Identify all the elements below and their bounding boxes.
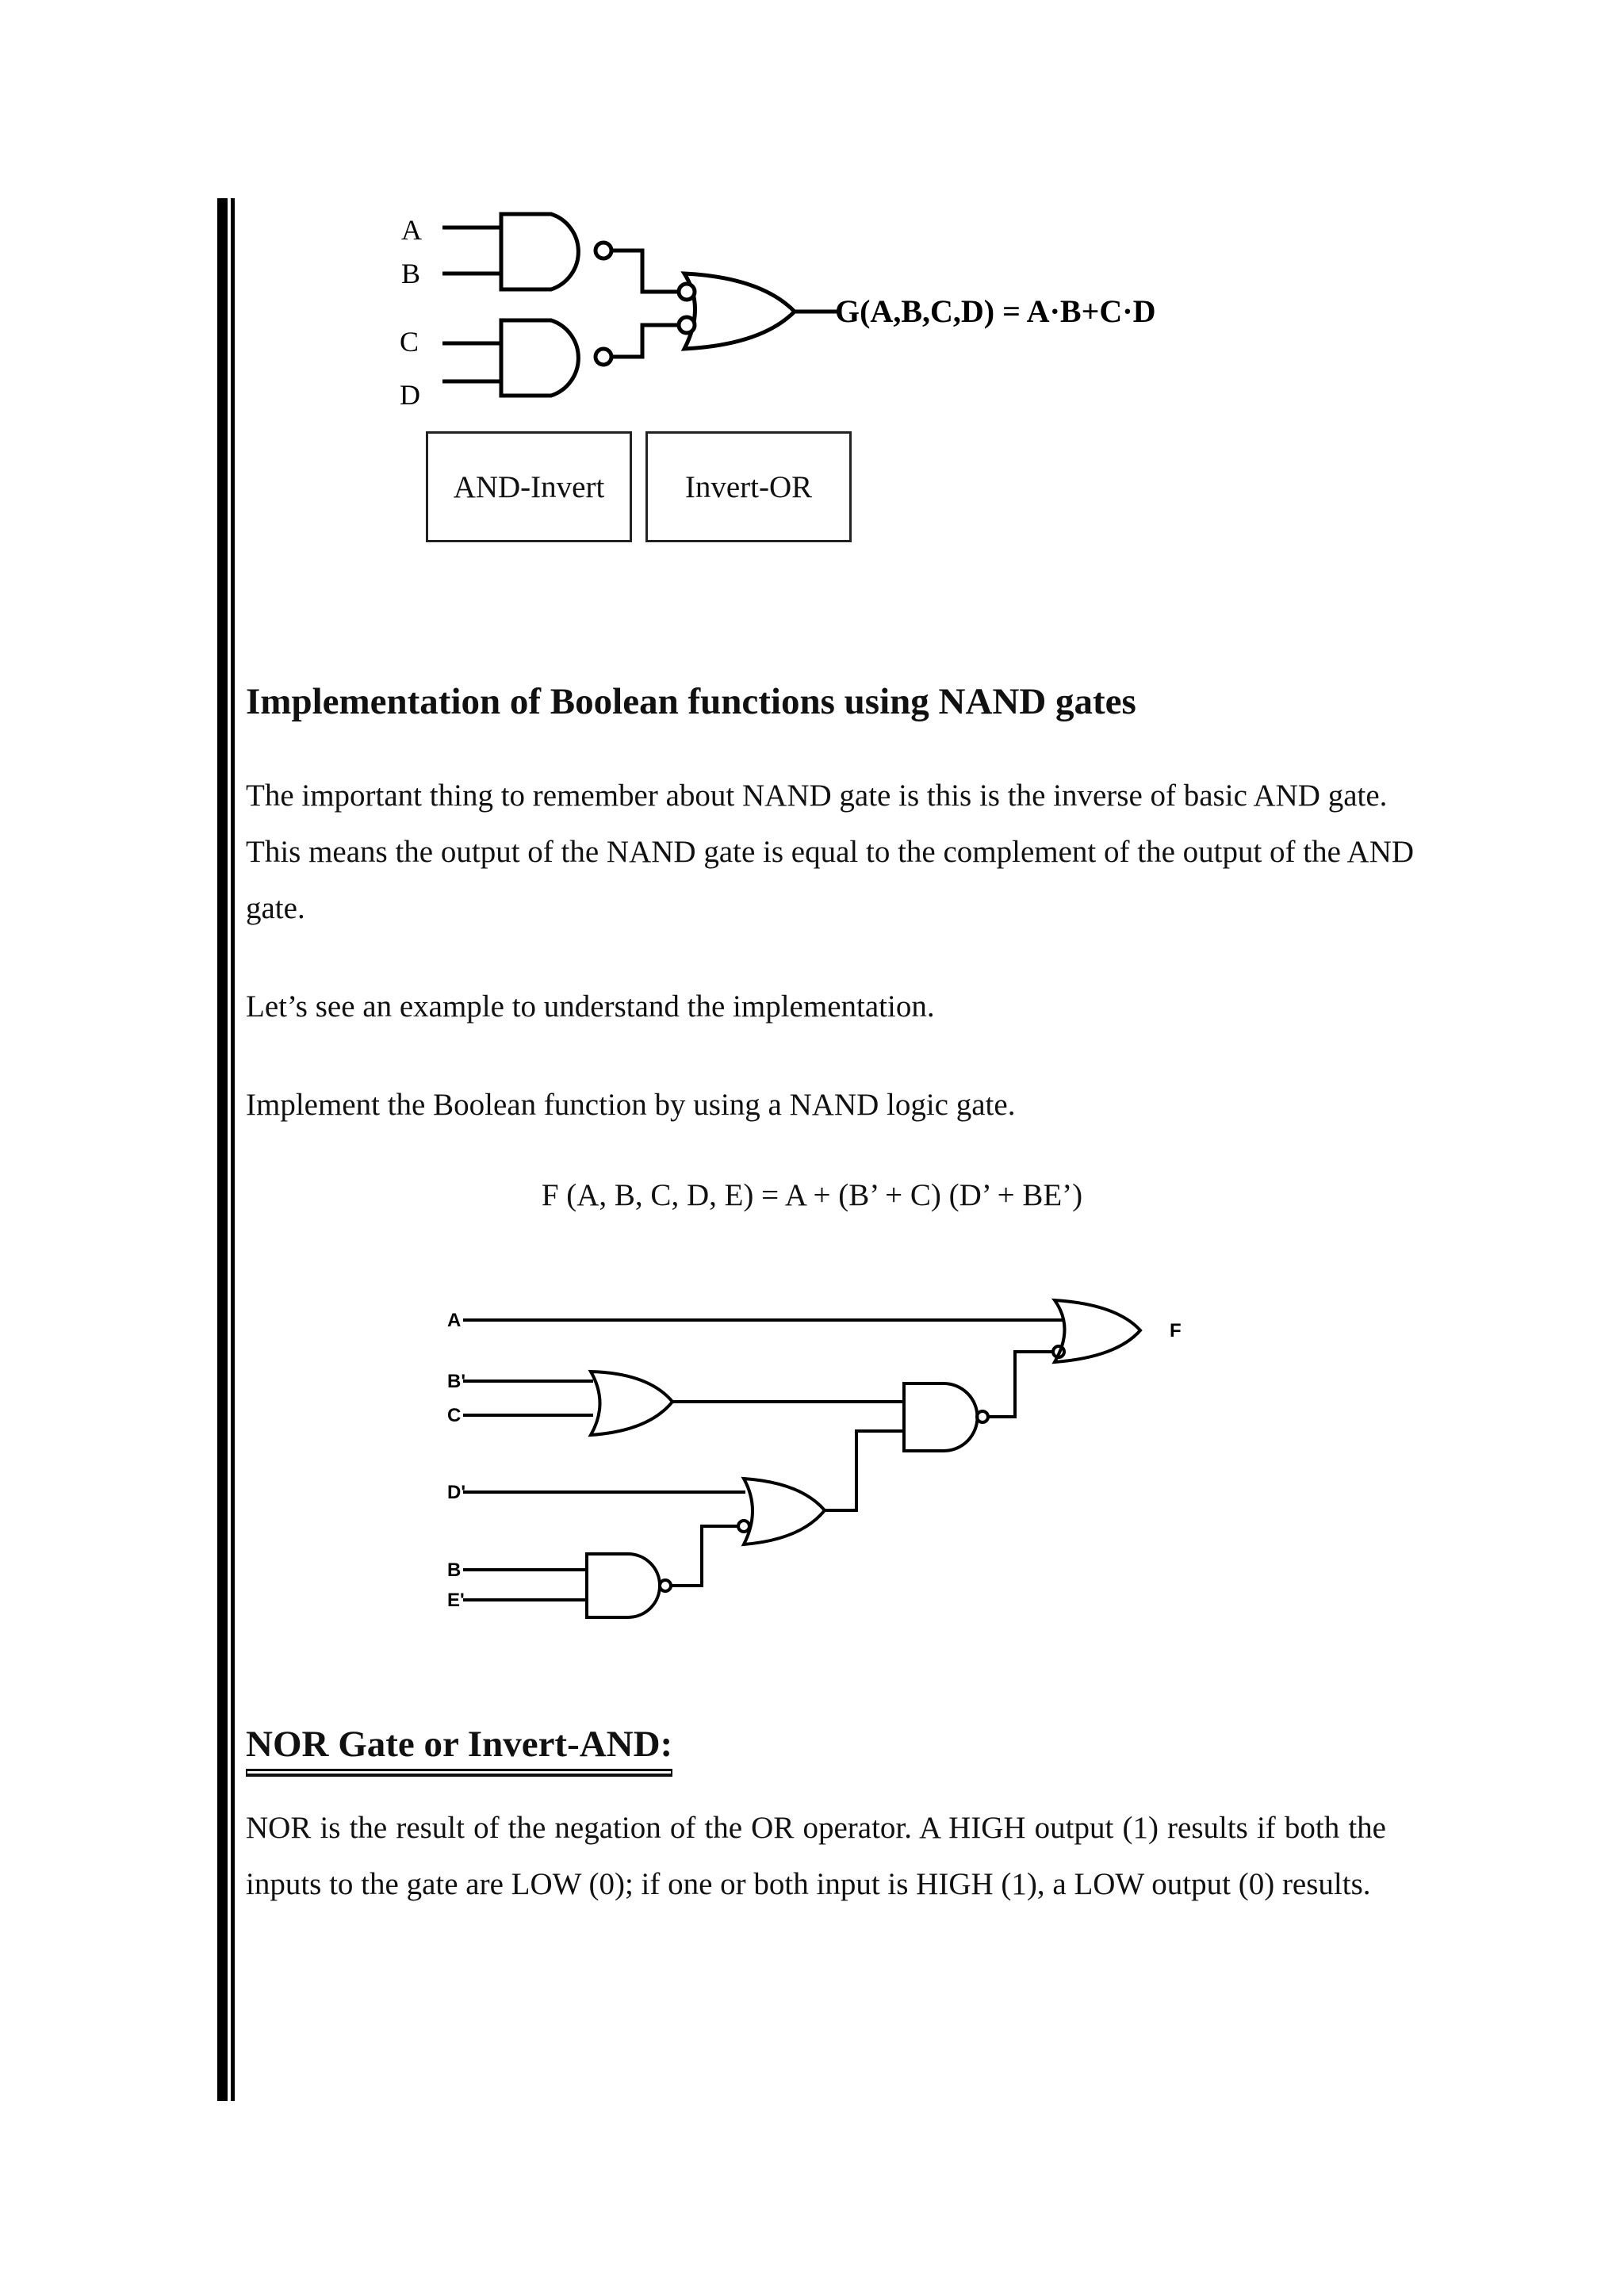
- boolean-formula: [0, 1177, 1624, 1213]
- input-label-d: D: [400, 379, 420, 411]
- output-label-f: F: [1170, 1320, 1182, 1341]
- instruction-text: Implement the Boolean function by using a NAND logic gate.: [246, 1088, 1016, 1122]
- input-label-b: B: [401, 258, 421, 289]
- invert-or-label: Invert-OR: [645, 431, 852, 542]
- input-label-a: A: [401, 214, 422, 246]
- input-label-e-prime: E': [447, 1590, 465, 1611]
- example-intro: Let’s see an example to understand the implementation.: [246, 989, 935, 1024]
- and-invert-label: AND-Invert: [426, 431, 632, 542]
- margin-bar-thin: [231, 198, 235, 2101]
- nand-nand-diagram: [381, 198, 1269, 411]
- input-label-a: A: [447, 1310, 462, 1331]
- input-label-b-prime: B': [447, 1371, 466, 1392]
- input-label-c: C: [400, 326, 419, 358]
- formula-text: F (A, B, C, D, E) = A + (B’ + C) (D’ + BE’): [541, 1178, 1083, 1212]
- margin-bar-thick: [217, 198, 228, 2101]
- nand-description: The important thing to remember about NAND gate is this is the inverse of basic AND gate. This means the output of the NAND gate is equal to the complement of the output of the AND gate.: [246, 779, 1415, 925]
- nor-description: NOR is the result of the negation of the OR operator. A HIGH output (1) results if both the inputs to the gate are LOW (0); if one or both input is HIGH (1), a LOW output (0) results.: [246, 1811, 1386, 1901]
- section-heading-nand: Implementation of Boolean functions using NAND gates: [246, 681, 1136, 722]
- input-label-d-prime: D': [447, 1482, 466, 1503]
- input-label-c: C: [447, 1405, 462, 1426]
- nand-implementation-diagram: [428, 1284, 1205, 1657]
- section-heading-nor: NOR Gate or Invert-AND:: [246, 1723, 672, 1771]
- output-expression: G(A,B,C,D) = A·B+C·D: [835, 293, 1156, 329]
- input-label-b: B: [447, 1559, 462, 1581]
